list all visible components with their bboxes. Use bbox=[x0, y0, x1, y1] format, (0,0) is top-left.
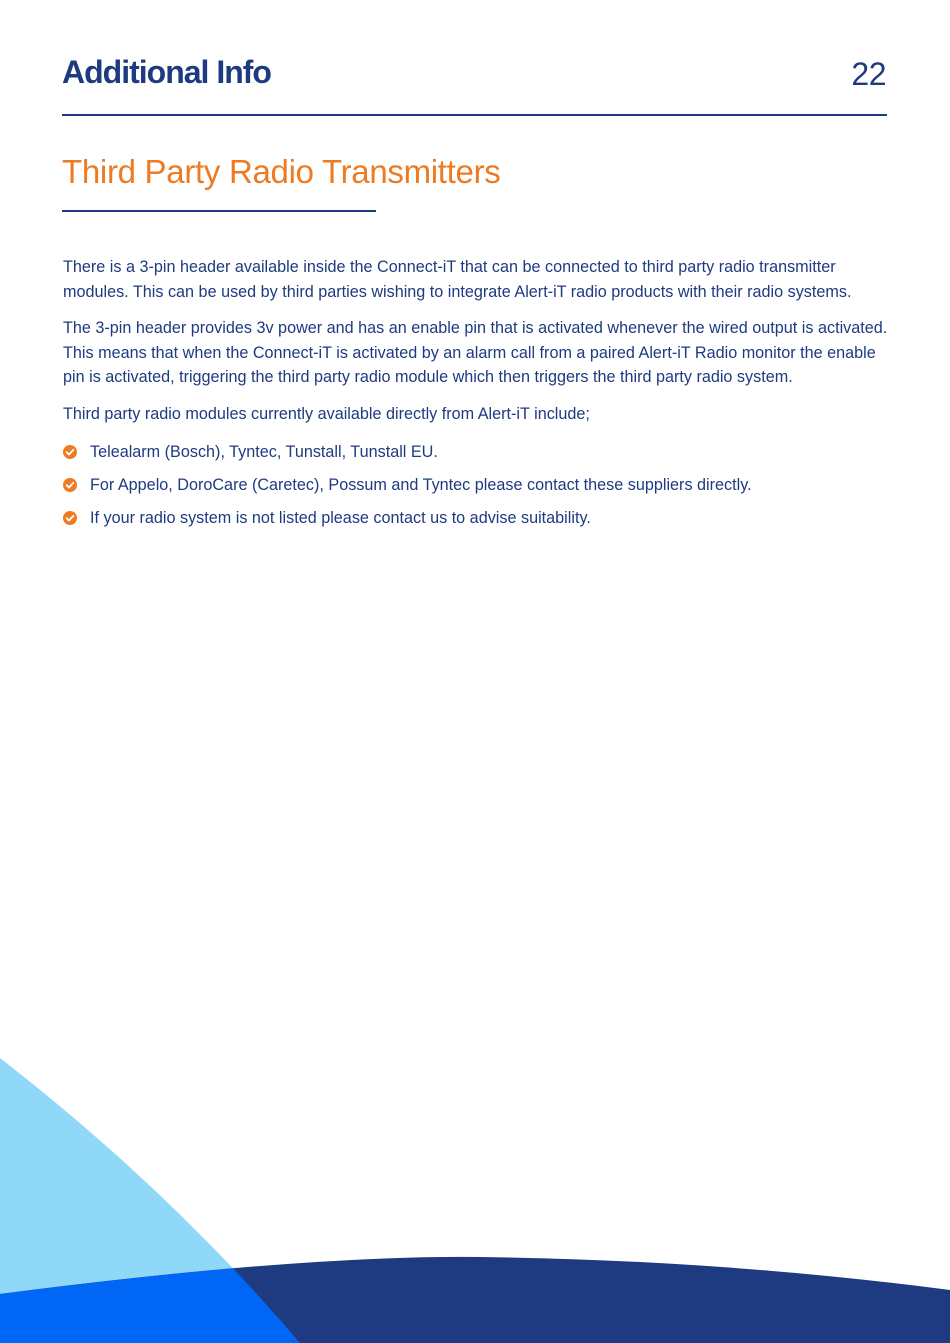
section-title: Third Party Radio Transmitters bbox=[62, 153, 501, 190]
list-item-text: For Appelo, DoroCare (Caretec), Possum and Tyntec please contact these suppliers directly. bbox=[90, 476, 752, 494]
decorative-wave-background bbox=[0, 1040, 950, 1343]
section-divider bbox=[62, 210, 376, 212]
paragraph: The 3-pin header provides 3v power and has an enable pin that is activated whenever the wired output is activated. This means that when the Connect-iT is activated by an alarm call from a paired Alert-iT Radio monitor the enable pin is activated, triggering the third party radio module which then triggers the third party radio system. bbox=[63, 319, 888, 386]
header-divider bbox=[62, 114, 887, 116]
paragraph: There is a 3-pin header available inside the Connect-iT that can be connected to third party radio transmitter modules. This can be used by third parties wishing to integrate Alert-iT radio products with their radio systems. bbox=[63, 258, 852, 301]
body-content bbox=[63, 255, 893, 539]
list-item bbox=[63, 473, 893, 498]
header-title: Additional Info bbox=[62, 54, 271, 90]
list-item-text: If your radio system is not listed please contact us to advise suitability. bbox=[90, 509, 591, 527]
list-item bbox=[63, 506, 893, 531]
page-number: 22 bbox=[851, 56, 886, 92]
check-circle-icon bbox=[63, 445, 77, 459]
check-circle-icon bbox=[63, 478, 77, 492]
list-item bbox=[63, 440, 893, 465]
paragraph: Third party radio modules currently available directly from Alert-iT include; bbox=[63, 404, 590, 423]
check-circle-icon bbox=[63, 511, 77, 525]
list-item-text: Telealarm (Bosch), Tyntec, Tunstall, Tunstall EU. bbox=[90, 443, 438, 461]
bullet-list bbox=[63, 440, 893, 531]
